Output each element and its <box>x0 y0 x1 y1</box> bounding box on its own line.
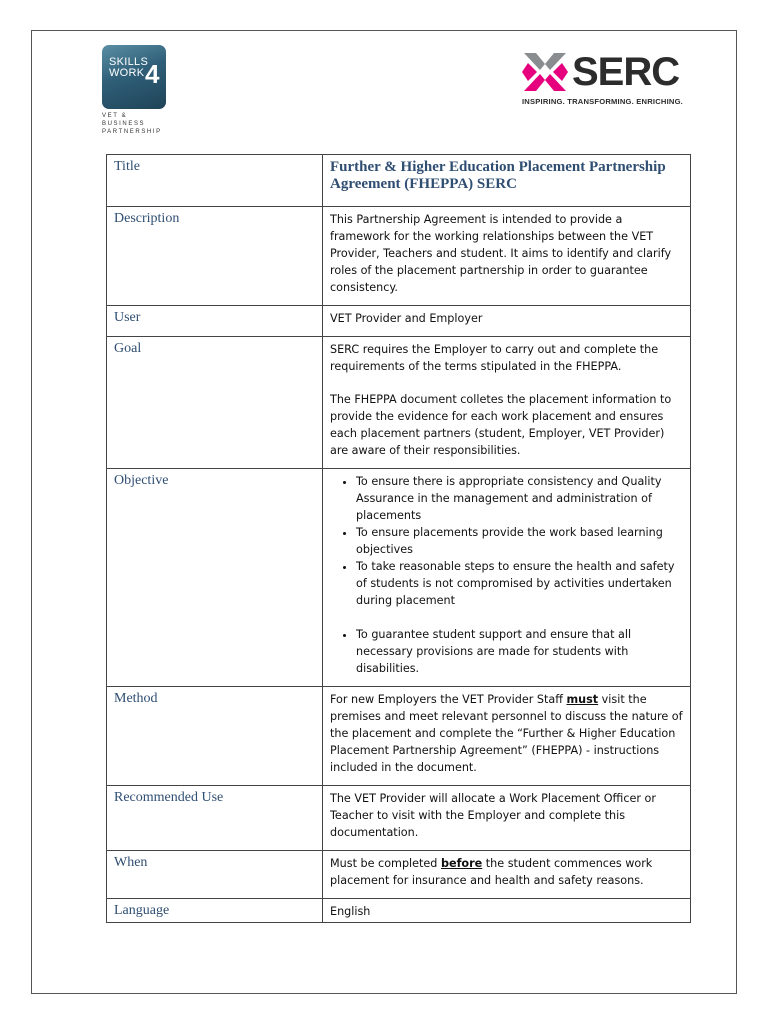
row-label-user: User <box>107 306 323 337</box>
method-text-start: For new Employers the VET Provider Staff <box>330 693 567 706</box>
when-text-end: the student commences work placement for insurance and health and safety reasons. <box>330 857 653 887</box>
serc-tagline: INSPIRING. TRANSFORMING. ENRICHING. <box>522 97 683 106</box>
tagline-line-1: VET & BUSINESS <box>102 113 146 127</box>
goal-paragraph-2: The FHEPPA document colletes the placement information to provide the evidence for each work placement and ensures each placement partners (student, Employer, VET Provider) are aware of their responsibilities. <box>330 393 672 457</box>
row-label-goal: Goal <box>107 337 323 469</box>
row-value-title <box>323 155 691 207</box>
list-item: • To take reasonable steps to ensure the health and safety of students is not compromised by activities undertaken during placement <box>356 558 684 609</box>
agreement-table <box>106 154 691 923</box>
row-value-description: This Partnership Agreement is intended to provide a framework for the working relationships between the VET Provider, Teachers and student. It aims to identify and clarify roles of the placement partnership in order to guarantee consistency. <box>323 207 691 306</box>
table-row-goal <box>107 337 691 469</box>
row-value-user: VET Provider and Employer <box>323 306 691 337</box>
row-value-method <box>323 687 691 786</box>
row-label-title: Title <box>107 155 323 207</box>
skills-word: SKILLS <box>109 56 149 68</box>
method-emphasis: must <box>566 693 599 706</box>
row-label-recommended-use: Recommended Use <box>107 786 323 851</box>
row-label-objective: Objective <box>107 469 323 687</box>
row-value-language: English <box>323 899 691 923</box>
list-item: • To guarantee student support and ensure that all necessary provisions are made for students with disabilities. <box>356 626 684 677</box>
document-title: Further & Higher Education Placement Partnership Agreement (FHEPPA) SERC <box>330 159 666 192</box>
skills4work-wordmark <box>109 57 148 79</box>
row-value-recommended-use: The VET Provider will allocate a Work Placement Officer or Teacher to visit with the Employer and complete this documentation. <box>323 786 691 851</box>
table-row-method <box>107 687 691 786</box>
table-row-description <box>107 207 691 306</box>
table-row-title <box>107 155 691 207</box>
row-label-description: Description <box>107 207 323 306</box>
objective-list <box>330 473 684 677</box>
skills4work-number: 4 <box>145 59 160 89</box>
when-emphasis: before <box>440 857 483 870</box>
row-label-when: When <box>107 851 323 899</box>
row-value-when <box>323 851 691 899</box>
serc-wordmark: SERC <box>572 50 680 94</box>
list-item: • To ensure placements provide the work based learning objectives <box>356 524 684 558</box>
table-row-objective <box>107 469 691 687</box>
when-text-start: Must be completed <box>330 857 441 870</box>
work-word: WORK <box>109 67 145 79</box>
row-value-goal <box>323 337 691 469</box>
table-row-language <box>107 899 691 923</box>
list-item: • To ensure there is appropriate consistency and Quality Assurance in the management and administration of placements <box>356 473 684 524</box>
skills4work-logo <box>102 45 168 136</box>
tagline-line-2: PARTNERSHIP <box>102 129 162 135</box>
table-row-user <box>107 306 691 337</box>
serc-x-mark-icon <box>522 51 568 93</box>
goal-paragraph-1: SERC requires the Employer to carry out and complete the requirements of the terms stipulated in the FHEPPA. <box>330 343 659 373</box>
serc-logo <box>522 51 702 106</box>
row-label-method: Method <box>107 687 323 786</box>
skills4work-tagline <box>102 112 168 136</box>
table-row-when <box>107 851 691 899</box>
document-page <box>31 30 737 994</box>
row-value-objective <box>323 469 691 687</box>
table-row-recommended-use <box>107 786 691 851</box>
skills4work-badge <box>102 45 166 109</box>
method-text-end: visit the premises and meet relevant personnel to discuss the nature of the placement and complete the “Further & Higher Education Placement Partnership Agreement” (FHEPPA) - instructions included in the document. <box>330 693 683 774</box>
row-label-language: Language <box>107 899 323 923</box>
